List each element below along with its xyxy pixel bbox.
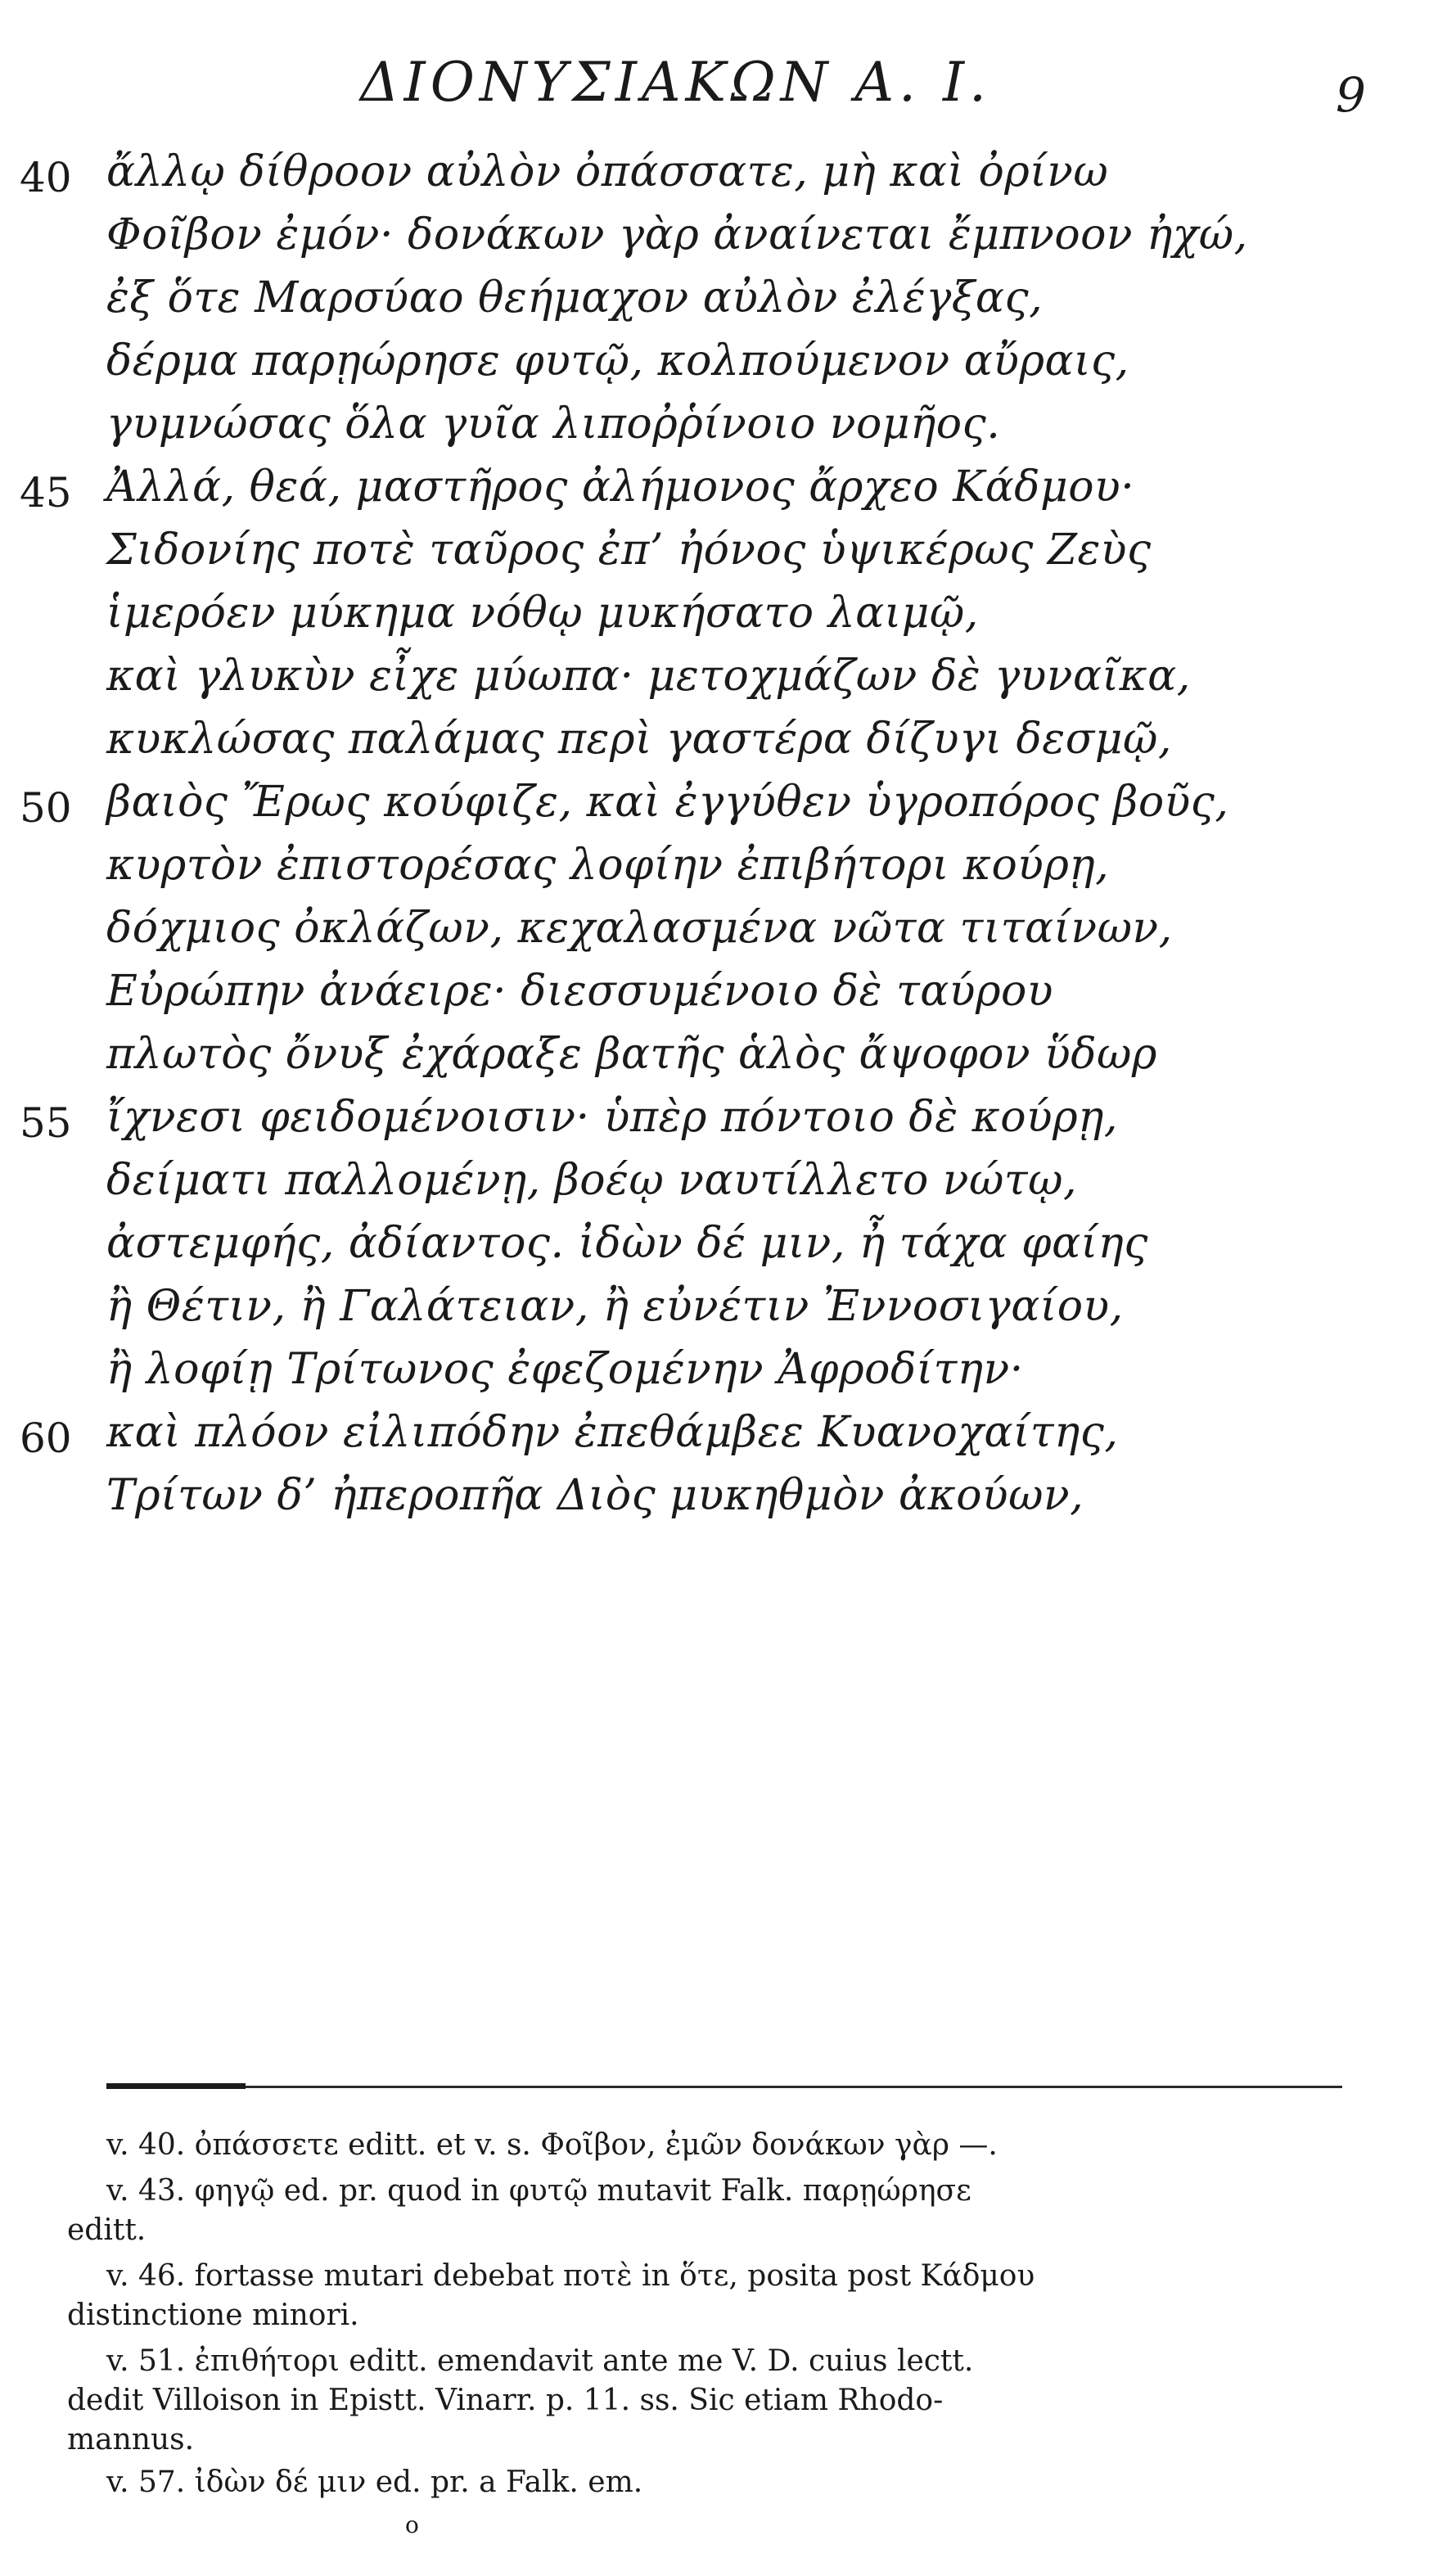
- verse-text: πλωτὸς ὄνυξ ἐχάραξε βατῆς ἁλὸς ἄψοφον ὕδωρ: [106, 1030, 1157, 1079]
- verse-text: καὶ πλόον εἰλιπόδην ἐπεθάμβεε Κυανοχαίτης,: [106, 1408, 1119, 1457]
- footnote-rule: [106, 2086, 1342, 2088]
- verse-line: [0, 715, 1438, 778]
- verse-line: [0, 147, 1438, 210]
- verse-text: βαιὸς Ἔρως κούφιζε, καὶ ἐγγύθεν ὑγροπόρος βοῦς,: [106, 778, 1229, 827]
- page-header: [0, 43, 1438, 124]
- verse-text: δείματι παλλομένῃ, βοέῳ ναυτίλλετο νώτῳ,: [106, 1156, 1078, 1205]
- line-number: 45: [20, 469, 72, 517]
- footnote-line: mannus.: [67, 2423, 195, 2456]
- verse-line: [0, 273, 1438, 336]
- verse-line: [0, 967, 1438, 1030]
- verse-line: [0, 1471, 1438, 1534]
- verse-line: [0, 1345, 1438, 1408]
- verse-text: ἢ Θέτιν, ἢ Γαλάτειαν, ἢ εὐνέτιν Ἐννοσιγαίου,: [106, 1282, 1124, 1331]
- verse-text: κυκλώσας παλάμας περὶ γαστέρα δίζυγι δεσμῷ,: [106, 715, 1172, 764]
- line-number: 60: [20, 1414, 72, 1462]
- verse-line: [0, 526, 1438, 589]
- verse-text: ἴχνεσι φειδομένοισιν· ὑπὲρ πόντοιο δὲ κούρῃ,: [106, 1093, 1118, 1142]
- verse-text: Ἀλλά, θεά, μαστῆρος ἀλήμονος ἄρχεο Κάδμου·: [106, 462, 1135, 512]
- verse-line: [0, 652, 1438, 715]
- verse-line: [0, 1156, 1438, 1219]
- footnote-line: v. 40. ὀπάσσετε editt. et v. s. Φοῖβον, ἐμῶν δονάκων γὰρ —.: [106, 2128, 998, 2162]
- verse-text: κυρτὸν ἐπιστορέσας λοφίην ἐπιβήτορι κούρῃ,: [106, 841, 1110, 890]
- verse-line: [0, 210, 1438, 273]
- verse-line: [0, 589, 1438, 652]
- verse-text: Σιδονίης ποτὲ ταῦρος ἐπ’ ἠόνος ὑψικέρως Ζεὺς: [106, 526, 1152, 575]
- verse-line: [0, 399, 1438, 462]
- verse-line: [0, 336, 1438, 399]
- verse-block: [0, 147, 1438, 1534]
- verse-text: καὶ γλυκὺν εἶχε μύωπα· μετοχμάζων δὲ γυναῖκα,: [106, 652, 1191, 701]
- verse-line: [0, 841, 1438, 904]
- verse-text: ἢ λοφίῃ Τρίτωνος ἐφεζομένην Ἀφροδίτην·: [106, 1345, 1024, 1394]
- footnote-line: editt.: [67, 2213, 147, 2247]
- verse-line: [0, 1093, 1438, 1156]
- verse-line: [0, 462, 1438, 526]
- verse-text: δέρμα παρῃώρησε φυτῷ, κολπούμενον αὔραις,: [106, 336, 1129, 386]
- verse-line: [0, 904, 1438, 967]
- verse-text: δόχμιος ὀκλάζων, κεχαλασμένα νῶτα τιταίνων,: [106, 904, 1173, 953]
- footer-mark: o: [405, 2511, 419, 2538]
- footnote-line: distinctione minori.: [67, 2299, 359, 2332]
- footnote-line: dedit Villoison in Epistt. Vinarr. p. 11. ss. Sic etiam Rhodo-: [67, 2384, 944, 2417]
- verse-text: Τρίτων δ’ ἠπεροπῆα Διὸς μυκηθμὸν ἀκούων,: [106, 1471, 1084, 1520]
- verse-text: ἀστεμφής, ἀδίαντος. ἰδὼν δέ μιν, ἦ τάχα φαίης: [106, 1219, 1148, 1268]
- verse-text: γυμνώσας ὅλα γυῖα λιποῤῥίνοιο νομῆος.: [106, 399, 1001, 449]
- footnote-line: v. 57. ἰδὼν δέ μιν ed. pr. a Falk. em.: [106, 2465, 643, 2499]
- footnote-line: v. 43. φηγῷ ed. pr. quod in φυτῷ mutavit Falk. παρῃώρησε: [106, 2174, 971, 2208]
- line-number: 40: [20, 154, 72, 201]
- verse-line: [0, 1282, 1438, 1345]
- verse-line: [0, 1219, 1438, 1282]
- line-number: 55: [20, 1099, 72, 1147]
- verse-text: Εὐρώπην ἀνάειρε· διεσσυμένοιο δὲ ταύρου: [106, 967, 1053, 1016]
- footnote-line: v. 46. fortasse mutari debebat ποτὲ in ὅτε, posita post Κάδμου: [106, 2259, 1035, 2293]
- page-number: 9: [1336, 67, 1366, 123]
- verse-line: [0, 1408, 1438, 1471]
- verse-text: ἱμερόεν μύκημα νόθῳ μυκήσατο λαιμῷ,: [106, 589, 979, 638]
- verse-text: Φοῖβον ἐμόν· δονάκων γὰρ ἀναίνεται ἔμπνοον ἠχώ,: [106, 210, 1248, 259]
- verse-line: [0, 1030, 1438, 1093]
- footnote-line: v. 51. ἐπιθήτορι editt. emendavit ante me V. D. cuius lectt.: [106, 2344, 974, 2378]
- verse-text: ἄλλῳ δίθροον αὐλὸν ὀπάσσατε, μὴ καὶ ὀρίνω: [106, 147, 1109, 196]
- verse-line: [0, 778, 1438, 841]
- line-number: 50: [20, 784, 72, 832]
- running-title: ΔΙΟΝΥΣΙΑΚΩΝ Α. Ι.: [360, 51, 991, 114]
- verse-text: ἐξ ὅτε Μαρσύαο θεήμαχον αὐλὸν ἐλέγξας,: [106, 273, 1044, 323]
